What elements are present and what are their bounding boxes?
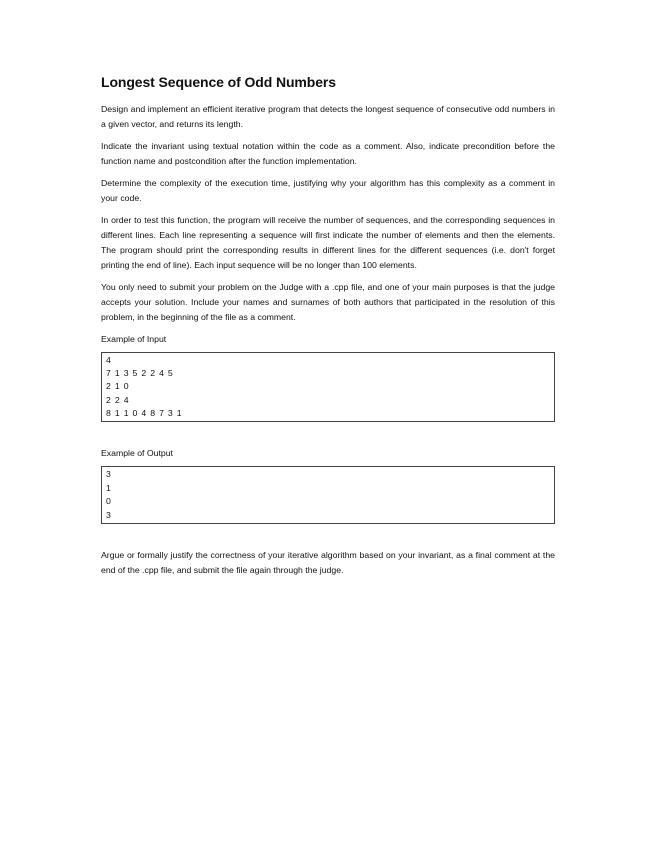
paragraph-complexity: Determine the complexity of the execution time, justifying why your algorithm has this complexity as a comment in your code. bbox=[101, 178, 555, 203]
output-line: 1 bbox=[106, 482, 112, 493]
output-line: 0 bbox=[106, 496, 112, 507]
output-line: 3 bbox=[106, 469, 112, 480]
output-example-label: Example of Output bbox=[101, 448, 173, 459]
paragraph-testing: In order to test this function, the program will receive the number of sequences, and the corresponding sequences in different lines. Each line representing a sequence will first indicate the number of elements and then the elements. The program should print the corresponding results in different lines for the different sequences (i.e. don't forget printing the end of line). Each input sequence will be no longer than 100 elements. bbox=[101, 215, 555, 270]
output-line: 3 bbox=[106, 509, 112, 520]
input-line: 8 1 1 0 4 8 7 3 1 bbox=[106, 408, 183, 419]
input-line: 7 1 3 5 2 2 4 5 bbox=[106, 368, 174, 379]
input-line: 2 2 4 bbox=[106, 394, 130, 405]
input-line: 2 1 0 bbox=[106, 381, 130, 392]
input-example-box bbox=[101, 352, 555, 422]
document-title: Longest Sequence of Odd Numbers bbox=[101, 74, 336, 90]
input-example-label: Example of Input bbox=[101, 333, 167, 344]
output-example-box bbox=[101, 466, 555, 524]
paragraph-task: Design and implement an efficient iterative program that detects the longest sequence of consecutive odd numbers in a given vector, and returns its length. bbox=[101, 104, 555, 129]
document-page bbox=[101, 73, 555, 585]
paragraph-submission: You only need to submit your problem on the Judge with a .cpp file, and one of your main purposes is that the judge accepts your solution. Include your names and surnames of both authors that participated in the resolution of this problem, in the beginning of the file as a comment. bbox=[101, 281, 555, 322]
paragraph-invariant: Indicate the invariant using textual notation within the code as a comment. Also, indicate precondition before the function name and postcondition after the function implementation. bbox=[101, 141, 555, 166]
paragraph-correctness: Argue or formally justify the correctness of your iterative algorithm based on your invariant, as a final comment at the end of the .cpp file, and submit the file again through the judge. bbox=[101, 550, 555, 576]
input-line: 4 bbox=[106, 354, 112, 365]
